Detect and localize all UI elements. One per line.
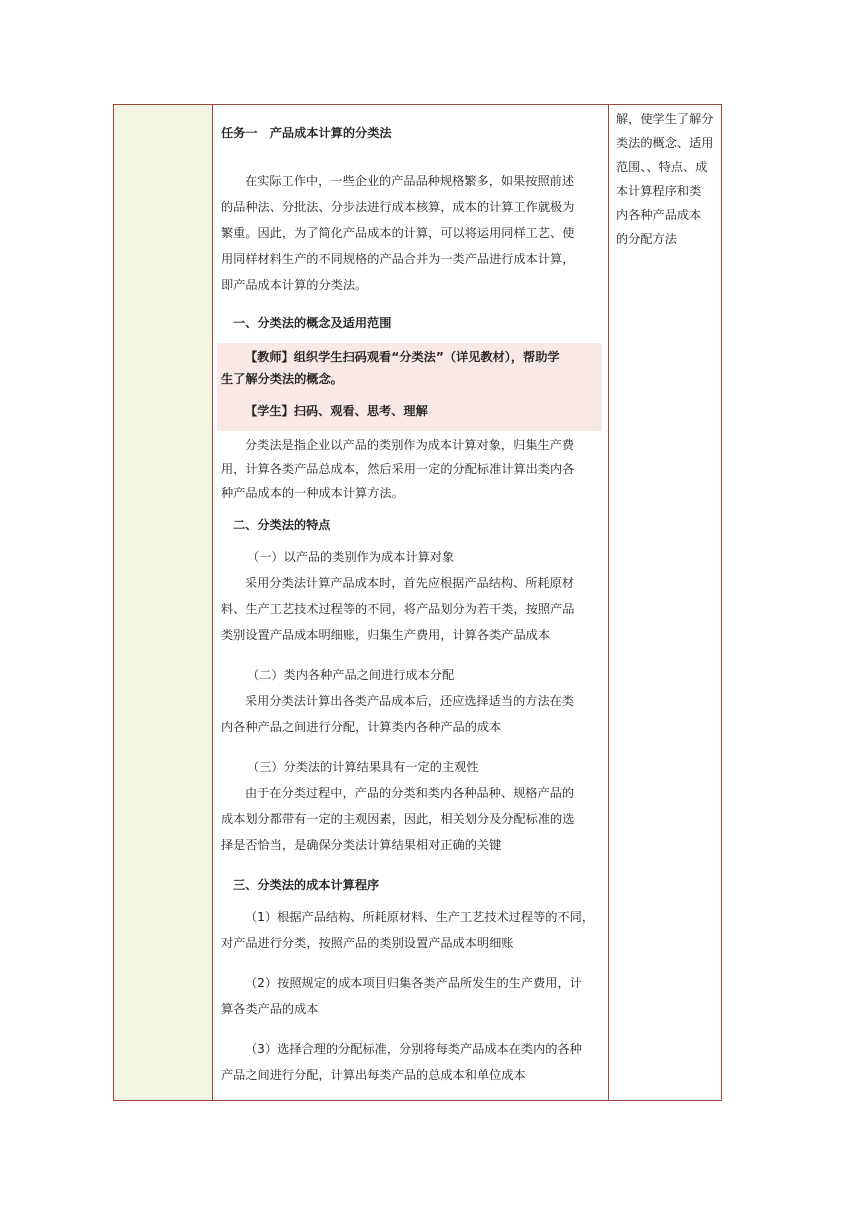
side-note-line: 范围、、特点、成 bbox=[616, 160, 708, 174]
left-column bbox=[114, 105, 213, 1100]
step-line: 算各类产品的成本 bbox=[221, 1002, 319, 1016]
subsection-title: （二）类内各种产品之间进行成本分配 bbox=[247, 668, 455, 682]
subsection-line: 类别设置产品成本明细账，归集生产费用，计算各类产品成本 bbox=[221, 628, 551, 642]
intro-line: 在实际工作中，一些企业的产品品种规格繁多，如果按照前述 bbox=[245, 174, 575, 188]
teacher-line: 生了解分类法的概念。 bbox=[221, 372, 343, 386]
note-column bbox=[609, 105, 721, 1100]
intro-line: 繁重。因此，为了简化产品成本的计算，可以将运用同样工艺、使 bbox=[221, 226, 575, 240]
subsection-title: （三）分类法的计算结果具有一定的主观性 bbox=[247, 760, 479, 774]
definition-line: 用，计算各类产品总成本，然后采用一定的分配标准计算出类内各 bbox=[221, 462, 575, 476]
subsection-title: （一）以产品的类别作为成本计算对象 bbox=[247, 550, 455, 564]
side-note-line: 的分配方法 bbox=[616, 232, 677, 246]
step-line: （1）根据产品结构、所耗原材料、生产工艺技术过程等的不同， bbox=[245, 910, 595, 924]
section3-heading: 三、分类法的成本计算程序 bbox=[233, 878, 380, 892]
teacher-line: 【教师】组织学生扫码观看“分类法”（详见教材），帮助学 bbox=[245, 350, 560, 364]
side-note-line: 类法的概念、适用 bbox=[616, 136, 714, 150]
content-column bbox=[213, 105, 609, 1100]
subsection-line: 采用分类法计算产品成本时，首先应根据产品结构、所耗原材 bbox=[245, 576, 575, 590]
side-note-line: 解，使学生了解分 bbox=[616, 112, 714, 126]
task-title: 任务一 产品成本计算的分类法 bbox=[221, 126, 392, 140]
lesson-table bbox=[113, 104, 722, 1101]
intro-line: 用同样材料生产的不同规格的产品合并为一类产品进行成本计算， bbox=[221, 252, 575, 266]
subsection-line: 由于在分类过程中，产品的分类和类内各种品种、规格产品的 bbox=[245, 786, 575, 800]
section2-heading: 二、分类法的特点 bbox=[233, 518, 331, 532]
subsection-line: 内各种产品之间进行分配，计算类内各种产品的成本 bbox=[221, 720, 502, 734]
intro-line: 的品种法、分批法、分步法进行成本核算，成本的计算工作就极为 bbox=[221, 200, 575, 214]
student-line: 【学生】扫码、观看、思考、理解 bbox=[245, 404, 428, 418]
definition-line: 分类法是指企业以产品的类别作为成本计算对象，归集生产费 bbox=[245, 438, 575, 452]
subsection-line: 成本划分都带有一定的主观因素，因此，相关划分及分配标准的选 bbox=[221, 812, 575, 826]
step-line: 对产品进行分类，按照产品的类别设置产品成本明细账 bbox=[221, 936, 514, 950]
side-note bbox=[616, 107, 718, 251]
side-note-line: 本计算程序和类 bbox=[616, 184, 702, 198]
step-line: （3）选择合理的分配标准，分别将每类产品成本在类内的各种 bbox=[245, 1042, 582, 1056]
section1-heading: 一、分类法的概念及适用范围 bbox=[233, 316, 392, 330]
subsection-line: 料、生产工艺技术过程等的不同，将产品划分为若干类，按照产品 bbox=[221, 602, 575, 616]
definition-line: 种产品成本的一种成本计算方法。 bbox=[221, 486, 404, 500]
subsection-line: 采用分类法计算出各类产品成本后，还应选择适当的方法在类 bbox=[245, 694, 575, 708]
subsection-line: 择是否恰当，是确保分类法计算结果相对正确的关键 bbox=[221, 838, 502, 852]
step-line: （2）按照规定的成本项目归集各类产品所发生的生产费用，计 bbox=[245, 976, 582, 990]
side-note-line: 内各种产品成本 bbox=[616, 208, 702, 222]
intro-line: 即产品成本计算的分类法。 bbox=[221, 278, 368, 292]
step-line: 产品之间进行分配，计算出每类产品的总成本和单位成本 bbox=[221, 1068, 526, 1082]
